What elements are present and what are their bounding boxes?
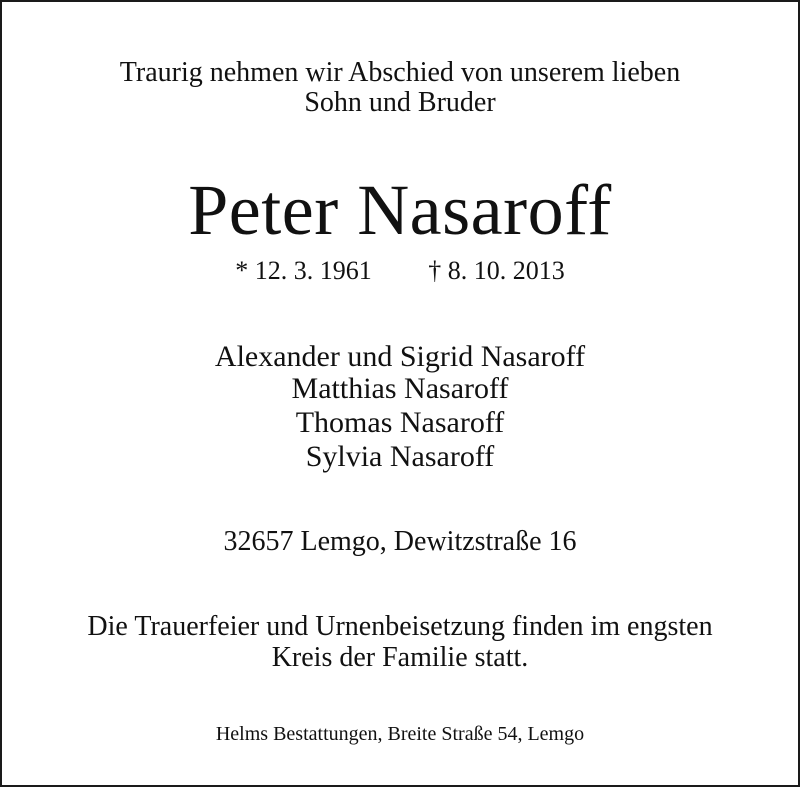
- mourner-name: Sylvia Nasaroff: [305, 440, 495, 473]
- life-dates: [2, 258, 798, 284]
- ceremony-line-1: Die Trauerfeier und Urnenbeisetzung finden im engsten: [87, 611, 713, 642]
- mourner-name: Matthias Nasaroff: [291, 372, 509, 405]
- deceased-name: Peter Nasaroff: [188, 170, 612, 250]
- intro-line-2: Sohn und Bruder: [304, 87, 496, 118]
- mourner-name: Alexander und Sigrid Nasaroff: [214, 340, 586, 373]
- mourner-name: Thomas Nasaroff: [295, 406, 505, 439]
- ceremony-line-2: Kreis der Familie statt.: [271, 642, 529, 673]
- undertaker-info: Helms Bestattungen, Breite Straße 54, Lemgo: [215, 723, 585, 745]
- birth-date: * 12. 3. 1961: [235, 256, 372, 285]
- death-date: † 8. 10. 2013: [428, 256, 565, 285]
- family-address: 32657 Lemgo, Dewitzstraße 16: [223, 526, 577, 557]
- intro-line-1: Traurig nehmen wir Abschied von unserem lieben: [119, 57, 681, 88]
